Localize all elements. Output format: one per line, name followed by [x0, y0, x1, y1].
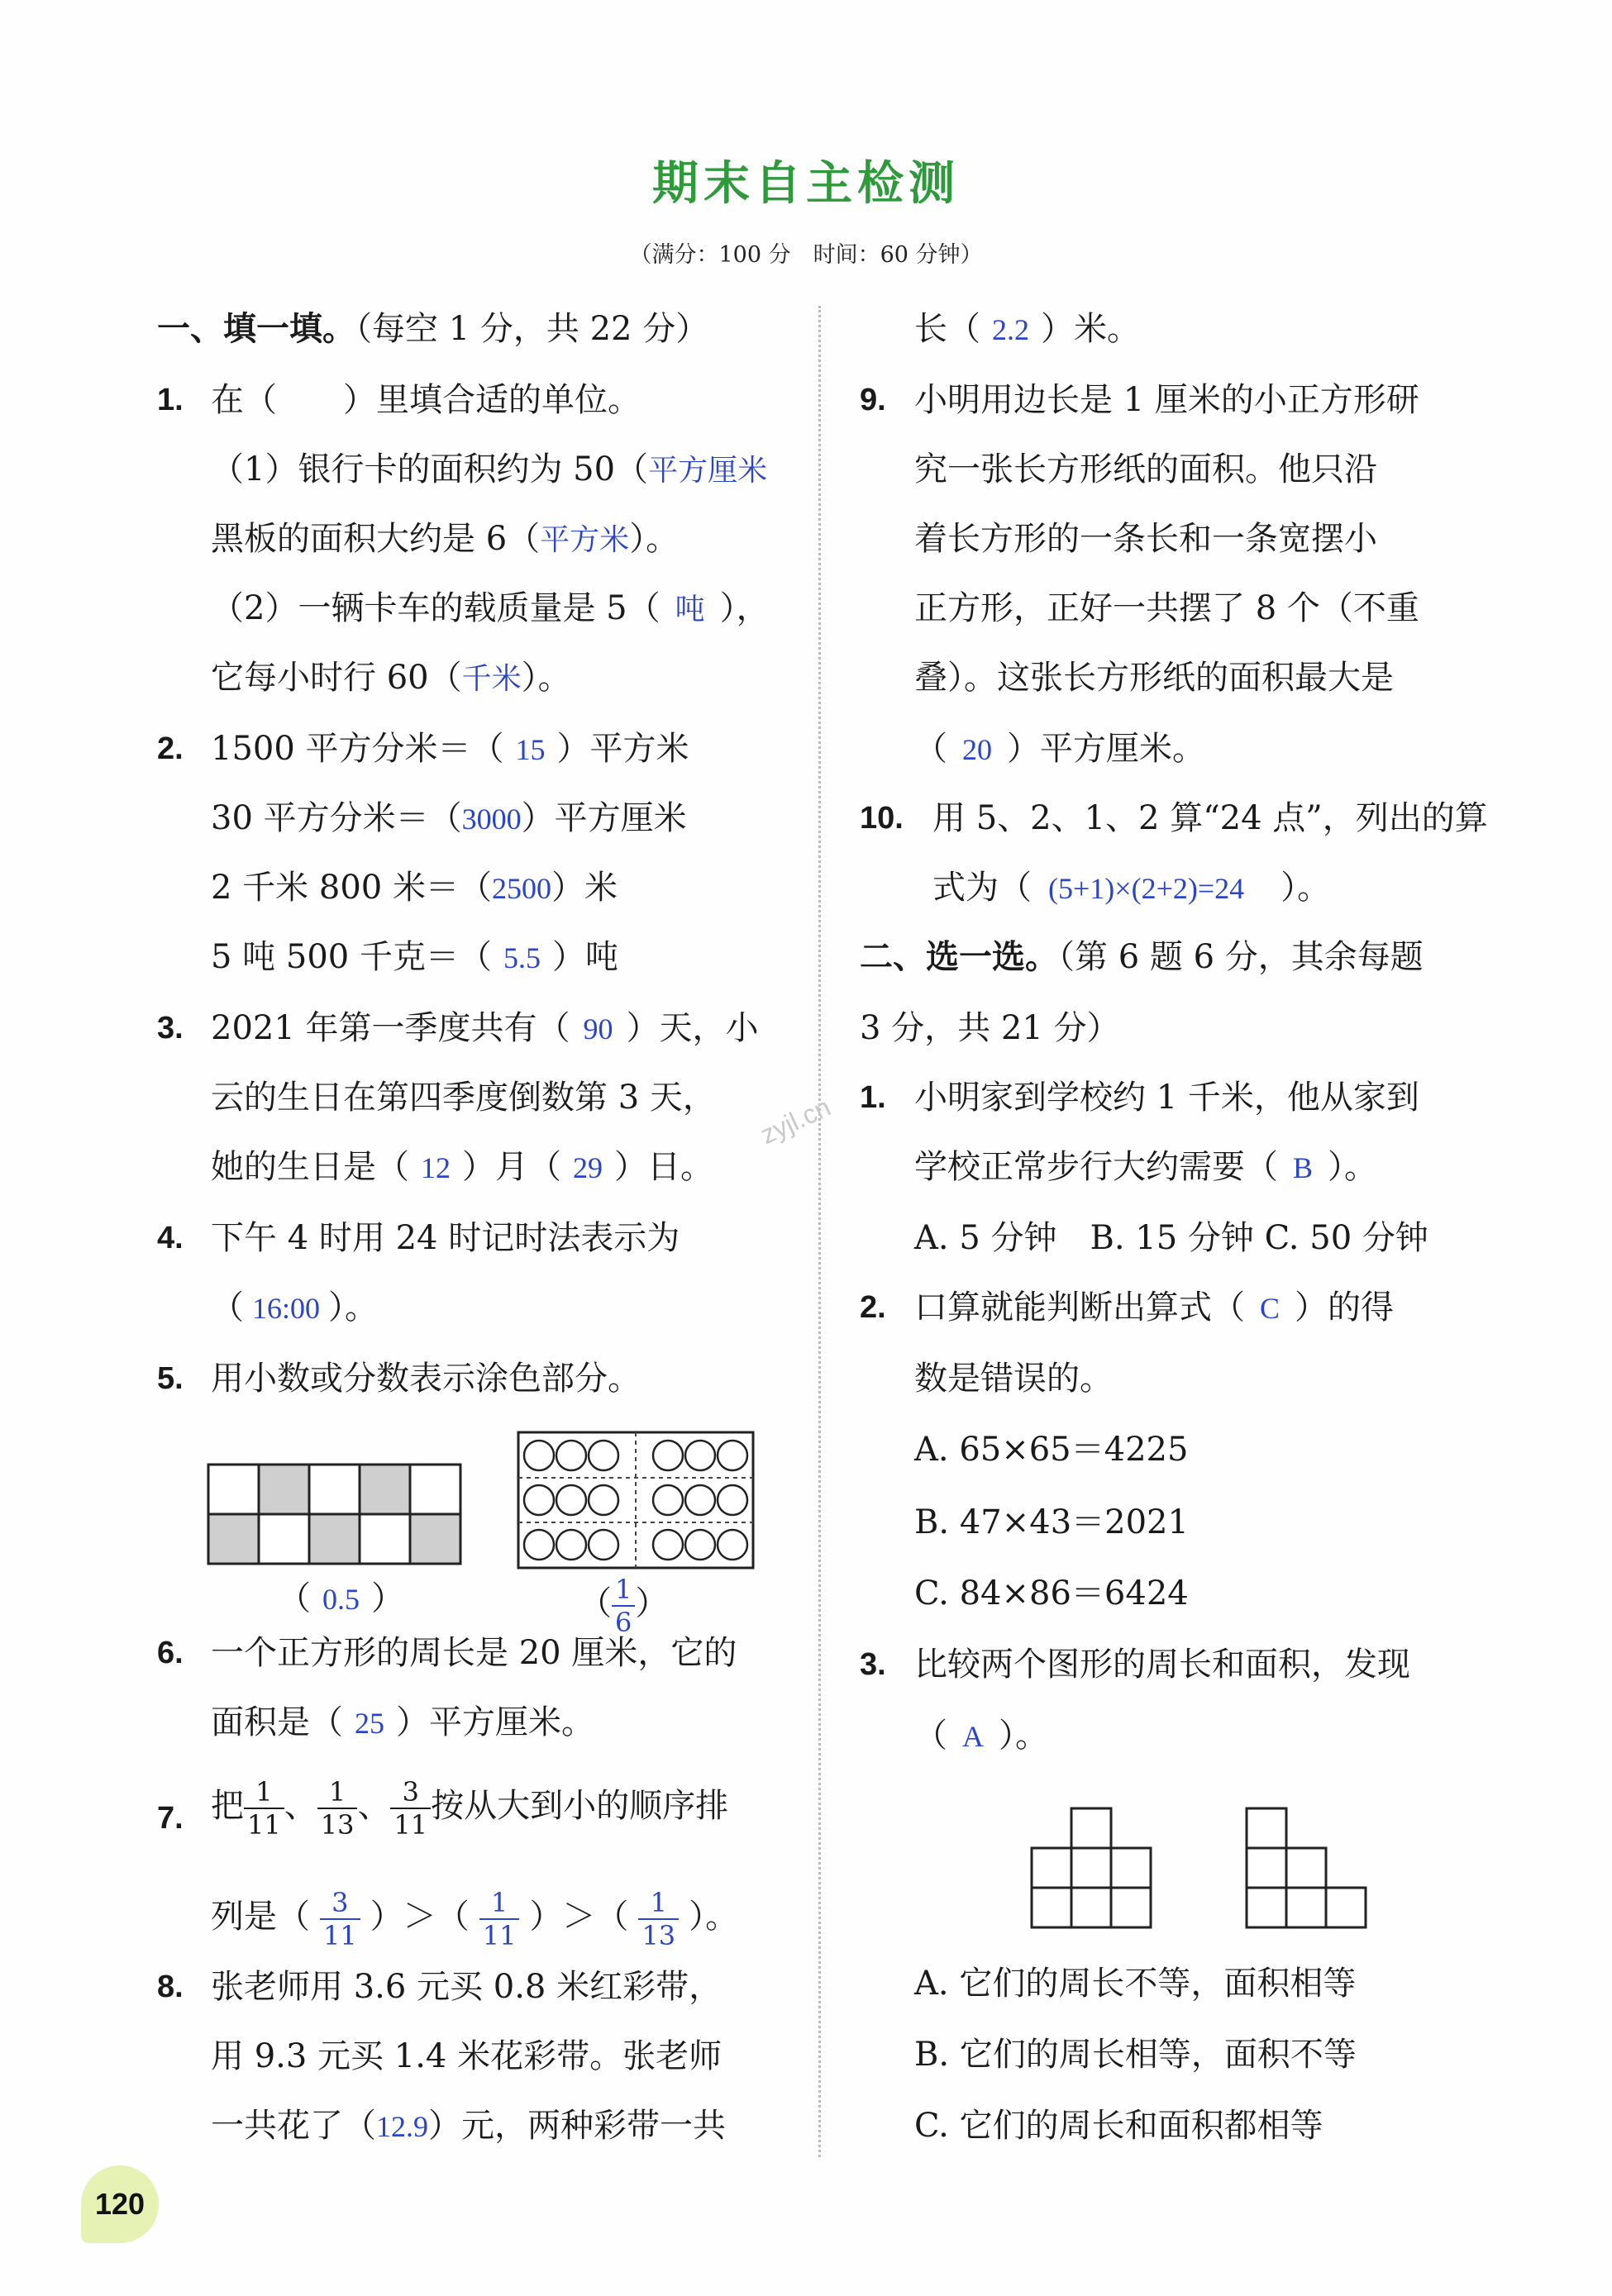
s2-q3-option-b: B. 它们的周长相等，面积不等: [914, 2036, 1357, 2074]
q10-line-1: 用 5、2、1、2 算“24 点”，列出的算: [932, 799, 1488, 837]
q10-number: 10.: [860, 801, 904, 836]
s2-q1-line-2: 学校正常步行大约需要（ B ）。: [914, 1148, 1378, 1186]
s2-q3-option-c: C. 它们的周长和面积都相等: [914, 2107, 1323, 2145]
page-number: 120: [94, 2187, 145, 2221]
s2-q2-option-a: A. 65×65＝4225: [914, 1431, 1189, 1469]
q9-line-4: 正方形，正好一共摆了 8 个（不重: [914, 589, 1419, 627]
s2-q2-line-1: 口算就能判断出算式（ C ）的得: [914, 1289, 1395, 1327]
s2-q2-number: 2.: [860, 1290, 886, 1325]
q3-line-1: 2021 年第一季度共有（ 90 ）天，小: [211, 1009, 759, 1047]
q6-line-1: 一个正方形的周长是 20 厘米，它的: [211, 1634, 737, 1672]
answer: A: [962, 1720, 984, 1753]
q1-line-d: 它每小时行 60（千米）。: [211, 659, 571, 697]
q2-line-1: 1500 平方分米＝（ 15 ）平方米: [211, 730, 689, 768]
q6-number: 6.: [157, 1636, 184, 1670]
answer: 吨: [675, 593, 705, 626]
q2-line-2: 30 平方分米＝（3000）平方厘米: [211, 799, 687, 837]
fraction: $\frac{1}{11}$: [244, 1776, 284, 1841]
page-subtitle: （满分：100 分 时间：60 分钟）: [629, 242, 983, 268]
answer: (5+1)×(2+2)=24: [1048, 872, 1245, 905]
s2-q1-number: 1.: [860, 1080, 886, 1115]
section2-note-cont: 3 分，共 21 分）: [860, 1009, 1120, 1047]
answer: 25: [355, 1707, 384, 1740]
q8-number: 8.: [157, 1970, 184, 2004]
q9-line-6: （ 20 ）平方厘米。: [914, 730, 1205, 768]
answer: 3000: [461, 803, 522, 836]
q10-line-2: 式为（ (5+1)×(2+2)=24 ）。: [932, 869, 1331, 907]
answer-fraction: $\frac{1}{6}$: [612, 1574, 635, 1638]
watermark: zyjl.cn: [756, 1091, 836, 1150]
answer: 15: [515, 733, 546, 766]
answer: 0.5: [322, 1583, 360, 1616]
answer: 20: [962, 733, 992, 766]
answer: 12: [421, 1151, 451, 1184]
shaded-grid-figure: [207, 1463, 465, 1565]
q2-line-3: 2 千米 800 米＝（2500）米: [211, 869, 618, 907]
q5-number: 5.: [157, 1361, 184, 1396]
q7-line-1: 把 $\frac{1}{11}$ 、 $\frac{1}{13}$ 、 $\frac{3}{11}$ 按从大到小的顺序排: [211, 1776, 729, 1841]
circles-figure: [516, 1430, 756, 1570]
s2-q2-line-2: 数是错误的。: [914, 1360, 1113, 1398]
answer-fraction: $\frac{3}{11}$: [320, 1887, 360, 1951]
q4-line-2: （ 16:00 ）。: [211, 1289, 379, 1327]
q2-number: 2.: [157, 731, 184, 766]
answer: 29: [573, 1151, 603, 1184]
s2-q3-number: 3.: [860, 1647, 886, 1682]
page-title: 期末自主检测: [652, 157, 960, 211]
answer: B: [1293, 1151, 1314, 1184]
q7-number: 7.: [157, 1801, 184, 1836]
s2-q3-line-2: （ A ）。: [914, 1717, 1048, 1755]
q5-stem: 用小数或分数表示涂色部分。: [211, 1360, 641, 1398]
compare-shapes-figure: [1028, 1805, 1376, 1931]
answer: 2.2: [992, 313, 1029, 346]
s2-q1-line-1: 小明家到学校约 1 千米，他从家到: [914, 1079, 1419, 1117]
answer: 16:00: [252, 1292, 321, 1325]
answer: 90: [583, 1012, 613, 1046]
s2-q2-option-b: B. 47×43＝2021: [914, 1503, 1189, 1541]
q4-number: 4.: [157, 1221, 184, 1255]
answer: 千米: [461, 662, 522, 695]
q7-line-2: 列是（ $\frac{3}{11}$ ）＞（ $\frac{1}{11}$ ）＞（ $\frac{1}{13}$ ）。: [211, 1887, 739, 1951]
q5-fig1-answer: （ 0.5 ）: [278, 1579, 404, 1617]
section2-heading: 二、选一选。（第 6 题 6 分，其余每题: [860, 938, 1424, 976]
s2-q1-options: A. 5 分钟 B. 15 分钟 C. 50 分钟: [914, 1219, 1428, 1257]
q9-line-1: 小明用边长是 1 厘米的小正方形研: [914, 381, 1419, 419]
q2-line-4: 5 吨 500 千克＝（ 5.5 ）吨: [211, 938, 618, 976]
q3-number: 3.: [157, 1011, 184, 1046]
q3-line-3: 她的生日是（ 12 ）月（ 29 ）日。: [211, 1148, 713, 1186]
column-divider: [818, 306, 821, 2157]
q1-line-c: （2）一辆卡车的载质量是 5（ 吨 ），: [211, 589, 770, 627]
q8-line-2: 用 9.3 元买 1.4 米花彩带。张老师: [211, 2037, 723, 2075]
q9-line-2: 究一张长方形纸的面积。他只沿: [914, 450, 1377, 488]
q1-line-b: 黑板的面积大约是 6（平方米）。: [211, 520, 680, 558]
q8-line-4: 长（ 2.2 ）米。: [914, 310, 1140, 348]
answer: 平方米: [540, 523, 630, 556]
answer: 5.5: [503, 941, 541, 974]
q8-line-1: 张老师用 3.6 元买 0.8 米红彩带，: [211, 1968, 723, 2006]
q1-number: 1.: [157, 383, 184, 417]
answer: 12.9: [376, 2110, 428, 2143]
q6-line-2: 面积是（ 25 ）平方厘米。: [211, 1703, 594, 1741]
q9-line-3: 着长方形的一条长和一条宽摆小: [914, 520, 1377, 558]
q9-line-5: 叠）。这张长方形纸的面积最大是: [914, 659, 1394, 697]
answer: 平方厘米: [648, 454, 768, 487]
section1-heading: 一、填一填。（每空 1 分，共 22 分）: [157, 310, 709, 348]
fraction: $\frac{3}{11}$: [390, 1776, 431, 1841]
q5-fig2-answer: （ $\frac{1}{6}$ ）: [579, 1574, 669, 1638]
q8-line-3: 一共花了（12.9）元，两种彩带一共: [211, 2107, 726, 2145]
answer: 2500: [491, 872, 551, 905]
q1-line-a: （1）银行卡的面积约为 50（平方厘米: [211, 450, 768, 488]
q1-stem: 在（ ）里填合适的单位。: [211, 381, 641, 419]
s2-q3-line-1: 比较两个图形的周长和面积，发现: [914, 1646, 1410, 1684]
answer-fraction: $\frac{1}{11}$: [479, 1887, 520, 1951]
q3-line-2: 云的生日在第四季度倒数第 3 天，: [211, 1079, 716, 1117]
q9-number: 9.: [860, 383, 886, 417]
fraction: $\frac{1}{13}$: [317, 1776, 358, 1841]
answer-fraction: $\frac{1}{13}$: [638, 1887, 679, 1951]
q4-line-1: 下午 4 时用 24 时记时法表示为: [211, 1219, 680, 1257]
s2-q2-option-c: C. 84×86＝6424: [914, 1574, 1189, 1612]
answer: C: [1260, 1292, 1281, 1325]
s2-q3-option-a: A. 它们的周长不等，面积相等: [914, 1965, 1357, 2003]
